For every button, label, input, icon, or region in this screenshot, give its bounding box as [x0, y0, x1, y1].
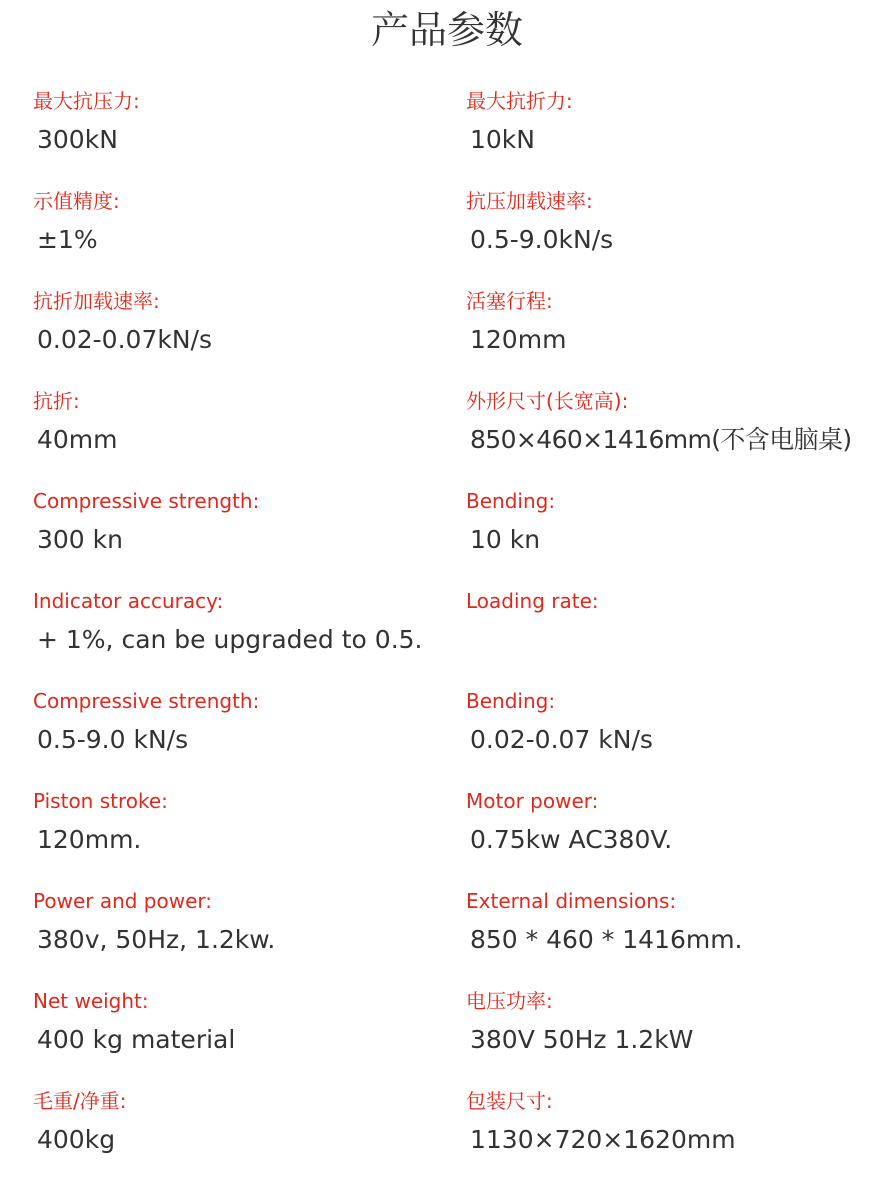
param-label: Net weight:: [33, 989, 149, 1013]
param-item: [33, 885, 453, 961]
param-row: [0, 385, 894, 485]
param-label: Loading rate:: [466, 589, 599, 613]
param-item: [33, 685, 453, 761]
param-row: [0, 185, 894, 285]
param-label: External dimensions:: [466, 889, 677, 913]
param-value: 40mm: [37, 425, 118, 454]
param-value: 380V 50Hz 1.2kW: [470, 1025, 694, 1054]
param-item: [33, 185, 453, 261]
param-label: 最大抗压力:: [33, 89, 140, 113]
param-value: ±1%: [37, 225, 98, 254]
param-label: 活塞行程:: [466, 289, 553, 313]
param-value: 400kg: [37, 1125, 116, 1154]
param-label: 抗折加载速率:: [33, 289, 160, 313]
param-label: Compressive strength:: [33, 489, 260, 513]
param-item: [466, 385, 886, 461]
param-item: [33, 385, 453, 461]
param-label: Bending:: [466, 489, 556, 513]
param-item: [33, 1085, 453, 1161]
param-label: 抗折:: [33, 389, 80, 413]
param-value: 400 kg material: [37, 1025, 236, 1054]
param-label: Piston stroke:: [33, 789, 168, 813]
param-item: [466, 1085, 886, 1161]
param-label: Bending:: [466, 689, 556, 713]
param-value: 300 kn: [37, 525, 123, 554]
param-label: 抗压加载速率:: [466, 189, 593, 213]
param-value: 0.75kw AC380V.: [470, 825, 673, 854]
param-label: 电压功率:: [466, 989, 553, 1013]
param-value: 120mm.: [37, 825, 142, 854]
param-item: [33, 785, 453, 861]
param-row: [0, 85, 894, 185]
param-label: 最大抗折力:: [466, 89, 573, 113]
param-item: [33, 485, 453, 561]
param-item: [466, 485, 886, 561]
param-label: 示值精度:: [33, 189, 120, 213]
param-item: [466, 685, 886, 761]
param-value: 0.5-9.0 kN/s: [37, 725, 189, 754]
param-value: 0.02-0.07kN/s: [37, 325, 212, 354]
param-value: 0.02-0.07 kN/s: [470, 725, 653, 754]
param-label: Power and power:: [33, 889, 213, 913]
param-label: Indicator accuracy:: [33, 589, 224, 613]
param-label: 包装尺寸:: [466, 1089, 553, 1113]
param-value: 850 * 460 * 1416mm.: [470, 925, 743, 954]
param-label: Compressive strength:: [33, 689, 260, 713]
param-value: 120mm: [470, 325, 567, 354]
param-item: [466, 885, 886, 961]
param-item: [466, 85, 886, 161]
param-item: [466, 585, 886, 619]
param-row: [0, 785, 894, 885]
parameter-grid: [0, 85, 894, 1185]
param-value: 10kN: [470, 125, 535, 154]
param-item: [466, 285, 886, 361]
param-label: 毛重/净重:: [33, 1089, 127, 1113]
param-item: [33, 285, 453, 361]
param-value: 300kN: [37, 125, 118, 154]
param-item: [33, 985, 453, 1061]
page-title: 产品参数: [370, 8, 523, 52]
param-row: [0, 1085, 894, 1185]
param-value: 0.5-9.0kN/s: [470, 225, 614, 254]
param-item: [466, 985, 886, 1061]
param-value: 1130×720×1620mm: [470, 1125, 736, 1154]
param-value: 380v, 50Hz, 1.2kw.: [37, 925, 276, 954]
param-item: [33, 85, 453, 161]
param-value: + 1%, can be upgraded to 0.5.: [37, 625, 423, 654]
param-label: Motor power:: [466, 789, 599, 813]
param-row: [0, 485, 894, 585]
param-value: 850×460×1416mm(不含电脑桌): [470, 425, 852, 454]
param-row: [0, 985, 894, 1085]
param-value: 10 kn: [470, 525, 541, 554]
param-item: [33, 585, 453, 661]
param-item: [466, 785, 886, 861]
param-row: [0, 585, 894, 685]
param-item: [466, 185, 886, 261]
param-row: [0, 685, 894, 785]
param-row: [0, 885, 894, 985]
param-row: [0, 285, 894, 385]
param-label: 外形尺寸(长宽高):: [466, 389, 629, 413]
